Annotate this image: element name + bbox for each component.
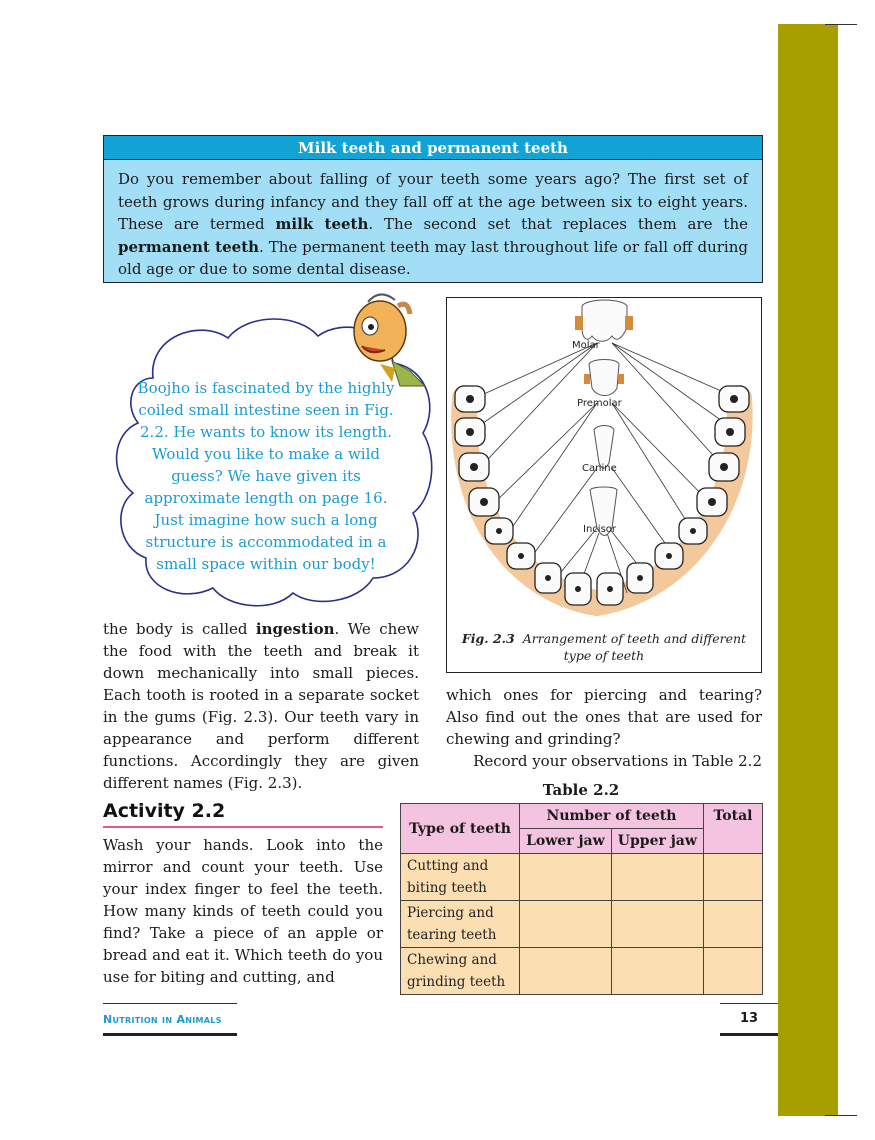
table-row (401, 901, 763, 948)
footer-rule (720, 1033, 778, 1036)
cloud-text: Boojho is fascinated by the highly coiled small intestine seen in Fig. 2.2. He wants to know its length. Would you like to make a wild guess? We have given its approximate length on page 16. Just imagine how such a long structure is accommodated in a small space within our body! (137, 379, 395, 573)
cell-upper[interactable] (611, 948, 703, 995)
footer-chapter: Nutrition in Animals (103, 1013, 222, 1026)
cell-total[interactable] (704, 854, 763, 901)
label-canine: Canine (582, 463, 617, 474)
box-text: . The permanent teeth may last throughout life or fall off during old age or due to some dental disease. (118, 237, 748, 278)
table-title: Table 2.2 (542, 781, 620, 799)
record-observations: Record your observations in Table 2.2 (473, 752, 762, 770)
box-text: Do you remember about falling of your teeth some years ago? The first set of teeth grows during infancy and they fall off at the age between six to eight years. These are termed (118, 170, 748, 233)
row-label: Piercing and tearing teeth (401, 901, 520, 948)
label-incisor: Incisor (583, 524, 617, 535)
crop-mark (825, 1115, 857, 1116)
teeth-count-table (400, 803, 763, 995)
para-text: . We chew the food with the teeth and break it down mechanically into small pieces. Each tooth is rooted in a separate socket in the gums (Fig. 2.3). Our teeth vary in appearance and perform different functions. Accordingly they are given different names (Fig. 2.3). (103, 620, 420, 792)
cell-lower[interactable] (520, 901, 612, 948)
para-text: the body is called (103, 620, 256, 638)
caption-number: Fig. 2.3 (461, 631, 515, 646)
header-number: Number of teeth (520, 804, 704, 829)
label-molar: Molar (572, 340, 600, 351)
para-text: which ones for piercing and tearing? Also find out the ones that are used for chewing and grinding? (446, 686, 762, 748)
header-type: Type of teeth (401, 804, 520, 854)
box-text: . The second set that replaces them are the (368, 215, 748, 233)
footer-rule (103, 1033, 237, 1036)
cell-total[interactable] (704, 948, 763, 995)
table-row (401, 948, 763, 995)
cell-total[interactable] (704, 901, 763, 948)
box-body (103, 160, 763, 283)
label-premolar: Premolar (577, 398, 622, 409)
activity-text: Wash your hands. Look into the mirror and count your teeth. Use your index finger to feel the teeth. How many kinds of teeth could you find? Take a piece of an apple or bread and eat it. Which teeth do you use for biting and cutting, and (103, 836, 383, 986)
activity-title: Activity 2.2 (103, 800, 226, 822)
box-title: Milk teeth and permanent teeth (103, 135, 763, 160)
paragraph-ingestion (103, 618, 419, 794)
crop-mark (825, 24, 857, 25)
box-bold-term: milk teeth (275, 215, 369, 233)
cell-upper[interactable] (611, 854, 703, 901)
cell-lower[interactable] (520, 854, 612, 901)
boojho-character-illustration (340, 286, 430, 396)
header-upper-jaw: Upper jaw (611, 829, 703, 854)
figure-teeth-arrangement (446, 297, 762, 673)
table-row (401, 854, 763, 901)
row-label: Chewing and grinding teeth (401, 948, 520, 995)
footer-rule (103, 1003, 237, 1004)
page-number: 13 (740, 1011, 759, 1026)
header-lower-jaw: Lower jaw (520, 829, 612, 854)
cell-upper[interactable] (611, 901, 703, 948)
box-bold-term: permanent teeth (118, 237, 260, 256)
cell-lower[interactable] (520, 948, 612, 995)
footer-rule (720, 1003, 778, 1004)
page-sidebar-band (778, 24, 838, 1116)
header-total: Total (704, 804, 763, 854)
figure-caption (455, 630, 753, 664)
para-bold-term: ingestion (255, 620, 335, 638)
row-label: Cutting and biting teeth (401, 854, 520, 901)
activity-rule (103, 826, 383, 828)
paragraph-teeth-types (446, 684, 762, 772)
caption-text: Arrangement of teeth and different type of teeth (522, 631, 747, 663)
